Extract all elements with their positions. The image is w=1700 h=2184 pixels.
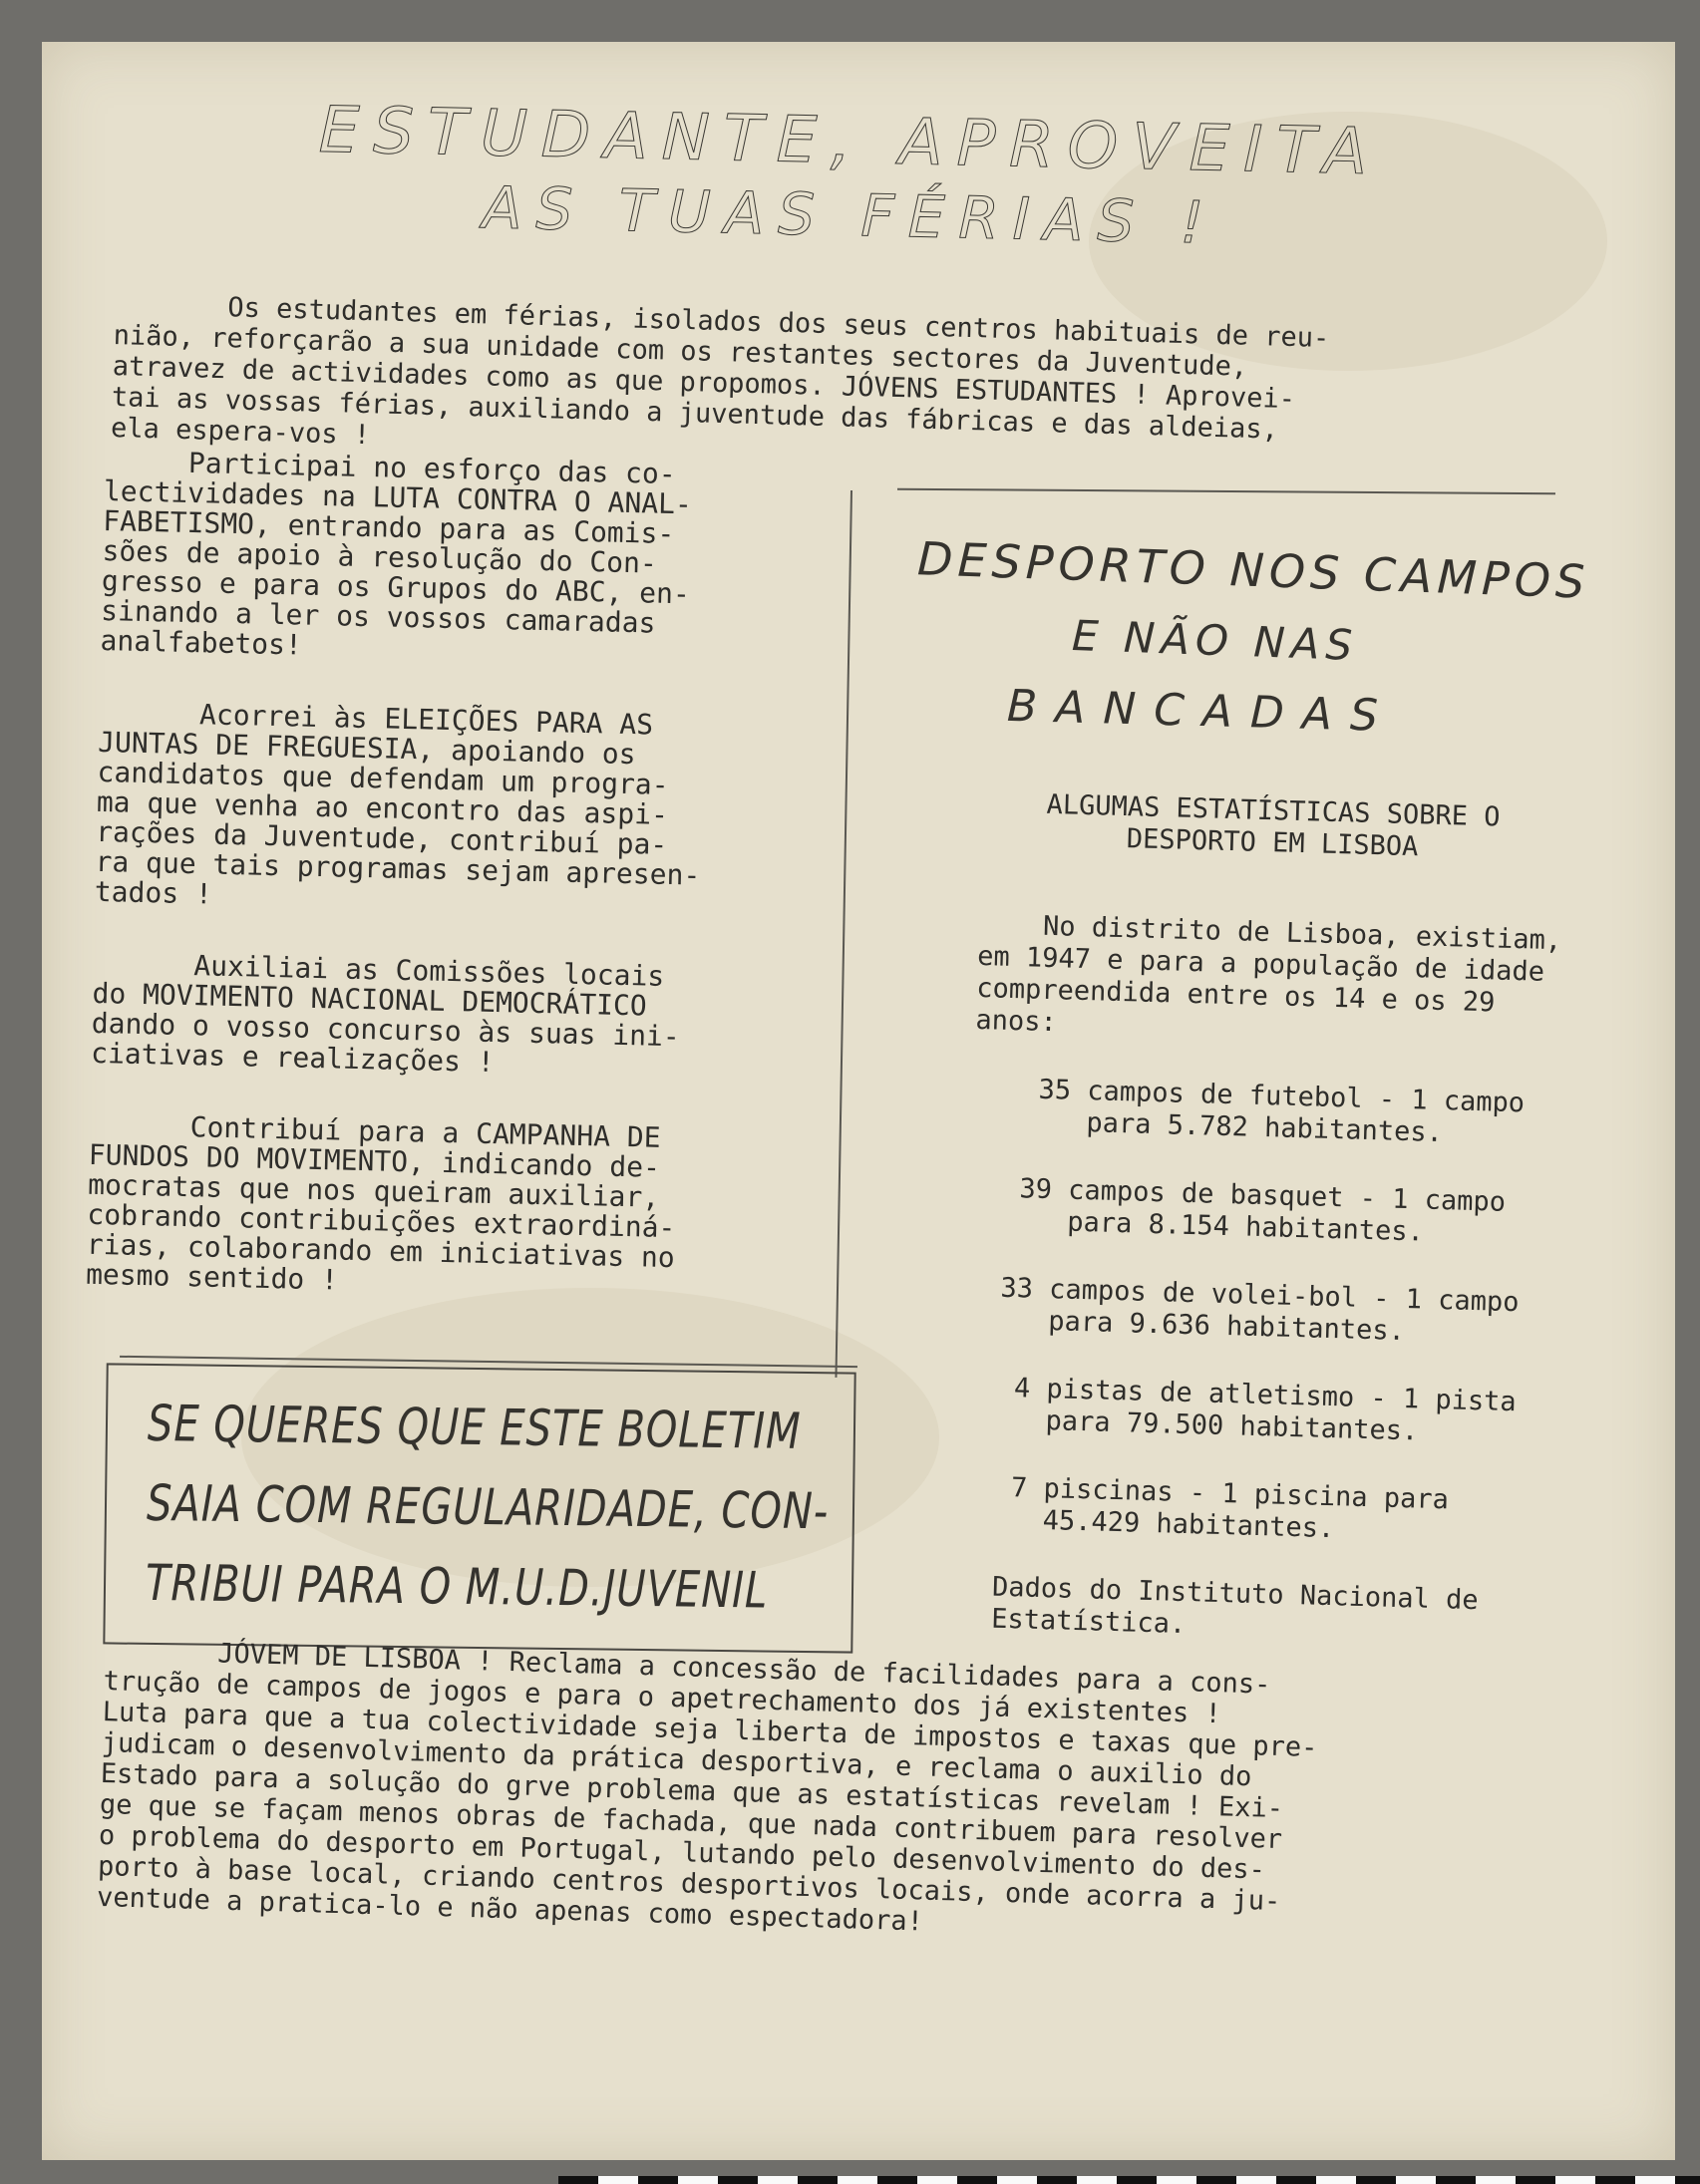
appeal-line-1: SE QUERES QUE ESTE BOLETIM <box>147 1395 802 1461</box>
stat-volleyball: 33 campos de volei-bol - 1 campo para 9.636 habitantes. <box>966 1271 1520 1348</box>
scale-ruler <box>558 2176 1700 2184</box>
funds-paragraph: Contribuí para a CAMPANHA DE FUNDOS DO MOVIMENTO, indicando de- mocratas que nos queiram auxiliar, cobrando contribuições extraordiná- rias, colaborando em iniciativas no mesmo sentido ! <box>85 1107 676 1297</box>
sport-title-line-2: E NÃO NAS <box>1071 611 1360 670</box>
sport-title-line-1: DESPORTO NOS CAMPOS <box>916 531 1591 609</box>
statistics-intro: No distrito de Lisboa, existiam, em 1947 e para a população de idade compreendida entre os 14 e os 29 anos: <box>975 908 1562 1039</box>
statistics-heading: ALGUMAS ESTATÍSTICAS SOBRE O DESPORTO EM LISBOA <box>1046 788 1501 863</box>
headline-line-1: ESTUDANTE, APROVEITA <box>318 93 1382 190</box>
sport-statistics <box>957 787 1565 1687</box>
intro-paragraph: Os estudantes em férias, isolados dos seus centros habituais de reu- nião, reforçarão a sua unidade com os restantes sectores da Juventude, atravez de actividades como as que propomos. JÓVENS ESTUDANTES ! Aprovei- tai as vossas férias, auxiliando a juventude das fábricas e das aldeias, ela espera-vos ! <box>110 289 1330 452</box>
elections-paragraph: Acorrei às ELEIÇÕES PARA AS JUNTAS DE FREGUESIA, apoiando os candidatos que defendam um progra- ma que venha ao encontro das aspi- rações da Juventude, contribuí pa- ra que tais programas sejam apresen- tados ! <box>94 695 701 911</box>
sport-title-line-3: BANCADAS <box>1006 680 1397 743</box>
mnd-paragraph: Auxiliai as Comissões locais do MOVIMENTO NACIONAL DEMOCRÁTICO dando o vosso concurso às suas ini- ciativas e realizações ! <box>90 946 681 1080</box>
headline-line-2: AS TUAS FÉRIAS ! <box>482 173 1218 257</box>
appeal-line-2: SAIA COM REGULARIDADE, CON- <box>146 1474 830 1541</box>
stat-football: 35 campos de futebol - 1 campo para 5.782 habitantes. <box>972 1072 1526 1149</box>
stat-basketball: 39 campos de basquet - 1 campo para 8.154 habitantes. <box>969 1171 1507 1248</box>
stat-pools: 7 piscinas - 1 piscina para 45.429 habitantes. <box>961 1470 1450 1545</box>
stat-athletics: 4 pistas de atletismo - 1 pista para 79.500 habitantes. <box>963 1371 1518 1447</box>
appeal-box <box>103 1363 855 1653</box>
footer-paragraph: JÓVEM DE LISBOA ! Reclama a concessão de facilidades para a cons- trução de campos de jogos e para o apetrechamento dos já existentes ! Luta para que a tua colectividade seja liberta de impostos e taxas que pre- judicam o desenvolvimento da prática desportiva, e reclama o auxilio do Estado para a solução do grve problema que as estatísticas revelam ! Exi- ge que se façam menos obras de fachada, que nada contribuem para resolver o problema do desporto em Portugal, lutando pelo desenvolvimento do des- porto à base local, criando centros desportivos locais, onde acorra a ju- ventude a pratica-lo e não apenas como espectadora! <box>96 1635 1318 1938</box>
statistics-source: Dados do Instituto Nacional de Estatística. <box>958 1570 1480 1641</box>
literacy-paragraph: Participai no esforço das co- lectividades na LUTA CONTRA O ANAL- FABETISMO, entrando para as Comis- sões de apoio à resolução do Con- gresso e para os Grupos do ABC, en- sinando a ler os vossos camaradas analfabetos! <box>100 445 693 662</box>
appeal-line-3: TRIBUI PARA O M.U.D.JUVENIL <box>145 1554 769 1621</box>
left-column <box>86 447 710 1304</box>
